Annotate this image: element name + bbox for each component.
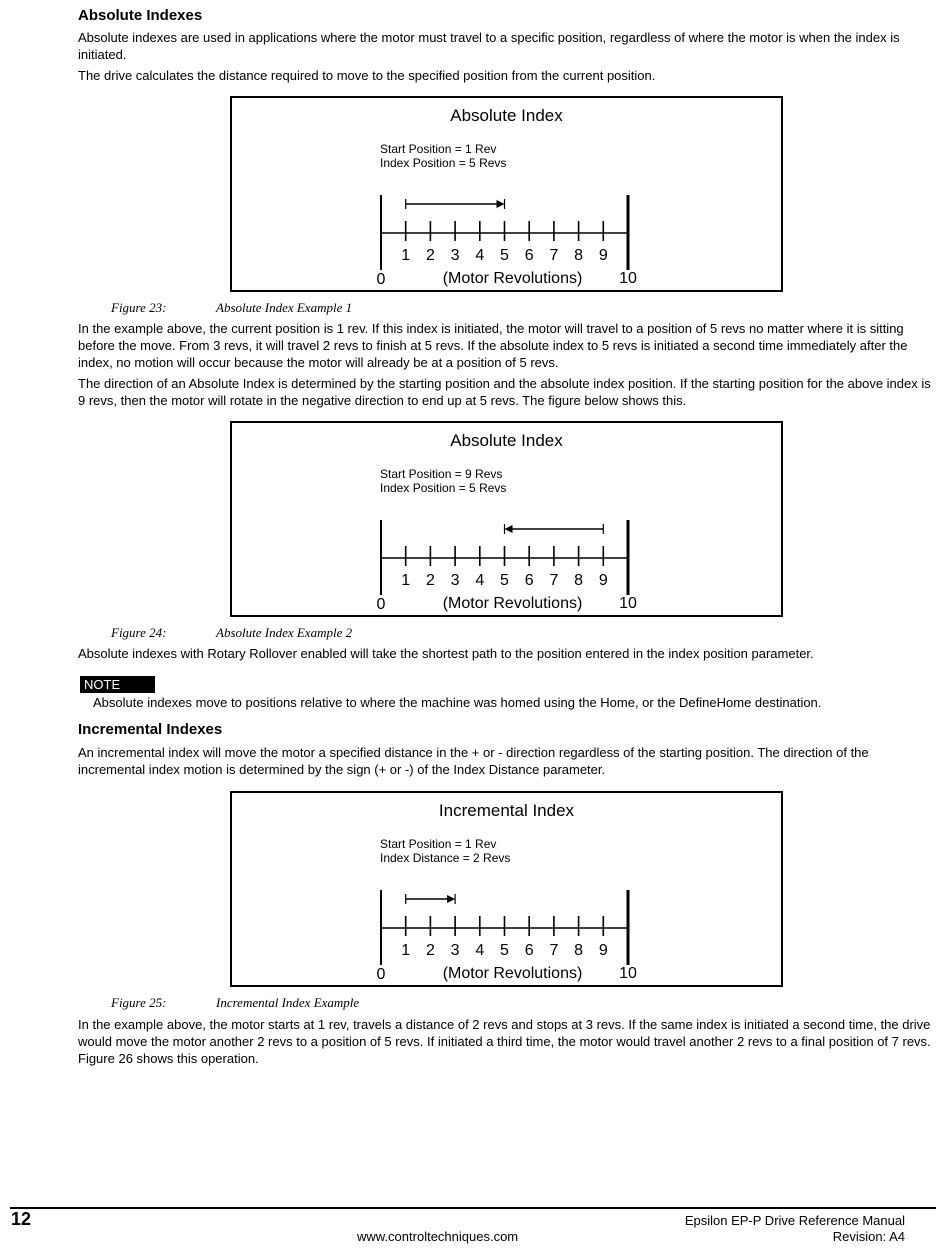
axis-label: (Motor Revolutions): [442, 595, 583, 612]
tick-label: 3: [450, 572, 460, 589]
axis-start-label: 0: [376, 271, 386, 288]
manual-title: Epsilon EP-P Drive Reference Manual: [684, 1213, 905, 1228]
tick-label: 1: [401, 572, 411, 589]
index-position-text: Index Position = 5 Revs: [380, 481, 507, 495]
start-position-text: Start Position = 9 Revs: [380, 467, 503, 481]
tick-label: 1: [401, 942, 411, 959]
footer-url: www.controltechniques.com: [357, 1229, 519, 1244]
tick-label: 5: [500, 247, 509, 264]
axis-start-label: 0: [376, 596, 386, 613]
tick-label: 2: [425, 572, 435, 589]
revolution-axis: [232, 98, 785, 294]
figure-24: [230, 421, 783, 617]
tick-label: 6: [524, 572, 534, 589]
tick-label: 8: [574, 572, 584, 589]
figure-25-caption-number: Figure 25:: [111, 995, 167, 1010]
tick-label: 2: [425, 247, 435, 264]
absolute-intro-paragraph: Absolute indexes are used in applications where the motor must travel to a specific position, regardless of where the motor is when the index is initiated.: [78, 30, 900, 62]
axis-start-label: 0: [376, 966, 386, 983]
motion-arrow-head: [505, 525, 513, 533]
incremental-intro-paragraph: An incremental index will move the motor a specified distance in the + or - direction regardless of the starting position. The direction of the incremental index motion is determined by the sign (+ or -) of the Index Distance parameter.: [78, 745, 869, 777]
start-position-text: Start Position = 1 Rev: [380, 837, 497, 851]
axis-end-label: 10: [619, 595, 637, 612]
page-number: 12: [11, 1209, 32, 1229]
figure-23-caption-text: Absolute Index Example 1: [216, 300, 353, 315]
revolution-axis: [232, 793, 785, 989]
tick-label: 1: [401, 247, 411, 264]
footer-rule: [10, 1207, 936, 1209]
tick-label: 9: [598, 247, 608, 264]
tick-label: 4: [475, 942, 485, 959]
tick-label: 5: [500, 942, 509, 959]
tick-label: 3: [450, 247, 460, 264]
figure-25-caption-text: Incremental Index Example: [216, 995, 360, 1010]
note-label: NOTE: [80, 676, 155, 693]
direction-paragraph: The direction of an Absolute Index is determined by the starting position and the absolute index position. If the starting position for the above index is 9 revs, then the motor will rotate in the negative direction to end up at 5 revs. The figure below shows this.: [78, 376, 931, 408]
rotary-rollover-paragraph: Absolute indexes with Rotary Rollover enabled will take the shortest path to the position entered in the index position parameter.: [78, 646, 814, 661]
tick-label: 7: [549, 247, 559, 264]
axis-label: (Motor Revolutions): [442, 270, 583, 287]
tick-label: 5: [500, 572, 509, 589]
section-heading-absolute-indexes: Absolute Indexes: [78, 7, 203, 24]
tick-label: 9: [598, 942, 608, 959]
index-position-text: Index Position = 5 Revs: [380, 156, 507, 170]
section-heading-incremental-indexes: Incremental Indexes: [78, 721, 223, 738]
axis-end-label: 10: [619, 965, 637, 982]
figure-23: [230, 96, 783, 292]
motion-arrow-head: [497, 200, 505, 208]
tick-label: 8: [574, 247, 584, 264]
tick-label: 6: [524, 247, 534, 264]
tick-label: 7: [549, 942, 559, 959]
incremental-example-explanation: In the example above, the motor starts at 1 rev, travels a distance of 2 revs and stops at 3 revs. If the same index is initiated a second time, the drive would move the motor another 2 revs to a position of 5 revs. If initiated a third time, the motor would travel another 2 revs to a final position of 7 revs. Figure 26 shows this operation.: [78, 1017, 931, 1066]
tick-label: 3: [450, 942, 460, 959]
example-1-explanation: In the example above, the current position is 1 rev. If this index is initiated, the motor will travel to a position of 5 revs no matter where it is sitting before the move. From 3 revs, it will travel 2 revs to finish at 5 revs. If the absolute index to 5 revs is initiated a second time immediately after the index, no motion will occur because the motor will already be at a position of 5 revs.: [78, 321, 908, 370]
figure-title: Incremental Index: [438, 801, 575, 820]
figure-24-caption-text: Absolute Index Example 2: [216, 625, 353, 640]
tick-label: 7: [549, 572, 559, 589]
motion-arrow-head: [447, 895, 455, 903]
figure-24-caption-number: Figure 24:: [111, 625, 167, 640]
figure-title: Absolute Index: [450, 431, 563, 450]
note-text: Absolute indexes move to positions relative to where the machine was homed using the Home, or the DefineHome destination.: [93, 695, 822, 710]
figure-25: [230, 791, 783, 987]
revolution-axis: [232, 423, 785, 619]
start-position-text: Start Position = 1 Rev: [380, 142, 497, 156]
revision-label: Revision: A4: [832, 1229, 905, 1244]
tick-label: 2: [425, 942, 435, 959]
tick-label: 4: [475, 572, 485, 589]
tick-label: 4: [475, 247, 485, 264]
tick-label: 8: [574, 942, 584, 959]
tick-label: 9: [598, 572, 608, 589]
figure-23-caption-number: Figure 23:: [111, 300, 167, 315]
axis-label: (Motor Revolutions): [442, 965, 583, 982]
index-distance-text: Index Distance = 2 Revs: [380, 851, 511, 865]
tick-label: 6: [524, 942, 534, 959]
drive-calculates-paragraph: The drive calculates the distance required to move to the specified position from the current position.: [78, 68, 656, 83]
figure-title: Absolute Index: [450, 106, 563, 125]
axis-end-label: 10: [619, 270, 637, 287]
